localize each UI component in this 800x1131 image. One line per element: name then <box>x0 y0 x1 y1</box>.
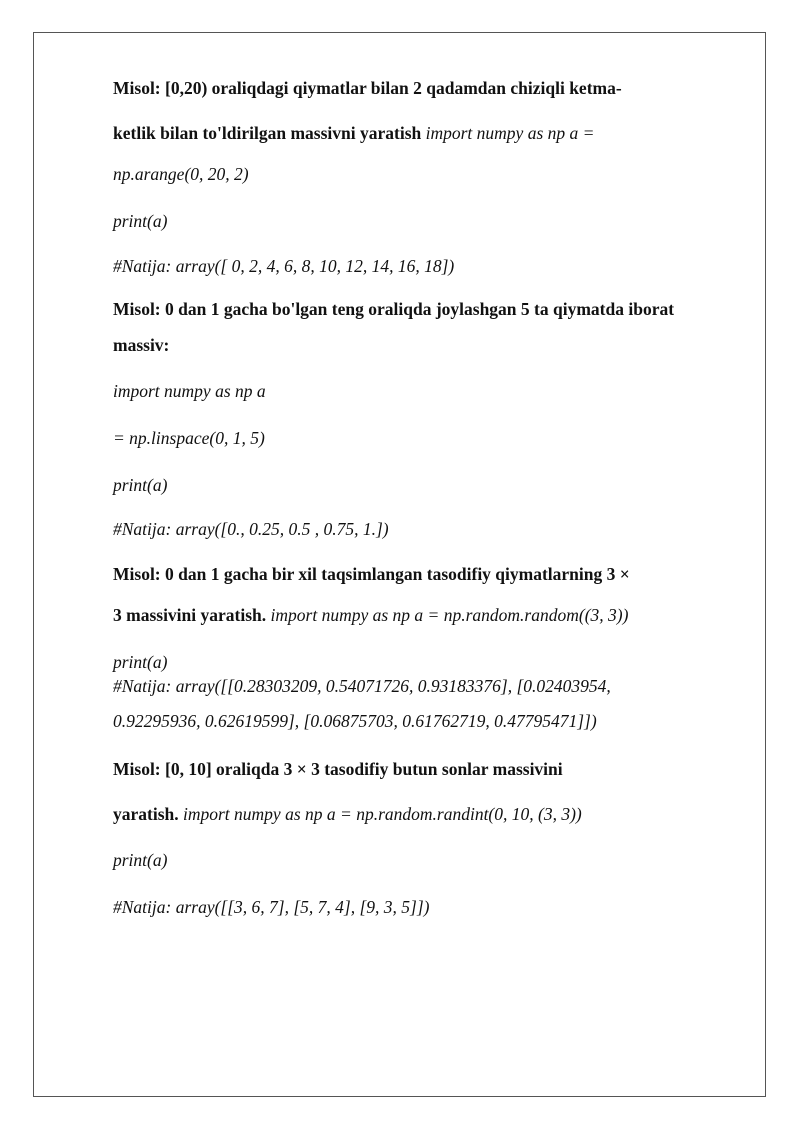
example-1-heading-cont <box>113 122 594 144</box>
example-2-code-line1: import numpy as np a <box>113 381 266 401</box>
example-2-heading: Misol: 0 dan 1 gacha bo'lgan teng oraliqda joylashgan 5 ta qiymatda iborat <box>113 299 675 319</box>
example-3-heading-cont <box>113 604 628 626</box>
example-2-result: #Natija: array([0., 0.25, 0.5 , 0.75, 1.]) <box>113 519 389 539</box>
example-1-print: print(a) <box>113 211 168 231</box>
example-4-result: #Natija: array([[3, 6, 7], [5, 7, 4], [9, 3, 5]]) <box>113 897 430 917</box>
example-2-code-line2: = np.linspace(0, 1, 5) <box>113 428 265 448</box>
example-2-heading-line2: massiv: <box>113 335 170 355</box>
example-1-code-inline: import numpy as np a = <box>425 123 595 143</box>
example-1-heading: Misol: [0,20) oraliqdagi qiymatlar bilan 2 qadamdan chiziqli ketma- <box>113 78 622 98</box>
example-3-print: print(a) <box>113 652 168 672</box>
example-1-heading-line2: ketlik bilan to'ldirilgan massivni yaratish <box>113 123 422 143</box>
example-3-heading-line2: 3 massivini yaratish. <box>113 605 267 625</box>
example-4-heading-cont <box>113 803 582 825</box>
example-4-heading: Misol: [0, 10] oraliqda 3 × 3 tasodifiy butun sonlar massivini <box>113 759 563 779</box>
example-3-heading: Misol: 0 dan 1 gacha bir xil taqsimlangan tasodifiy qiymatlarning 3 × <box>113 564 630 584</box>
example-3-code-inline: import numpy as np a = np.random.random((3, 3)) <box>270 605 629 625</box>
example-3-result-line1: #Natija: array([[0.28303209, 0.54071726, 0.93183376], [0.02403954, <box>113 676 611 696</box>
example-1-result: #Natija: array([ 0, 2, 4, 6, 8, 10, 12, 14, 16, 18]) <box>113 256 455 276</box>
example-4-print: print(a) <box>113 850 168 870</box>
example-4-heading-line2: yaratish. <box>113 804 179 824</box>
example-1-code-line: np.arange(0, 20, 2) <box>113 164 249 184</box>
example-4-code-inline: import numpy as np a = np.random.randint(0, 10, (3, 3)) <box>183 804 582 824</box>
example-3-result-line2: 0.92295936, 0.62619599], [0.06875703, 0.61762719, 0.47795471]]) <box>113 711 597 731</box>
example-2-print: print(a) <box>113 475 168 495</box>
